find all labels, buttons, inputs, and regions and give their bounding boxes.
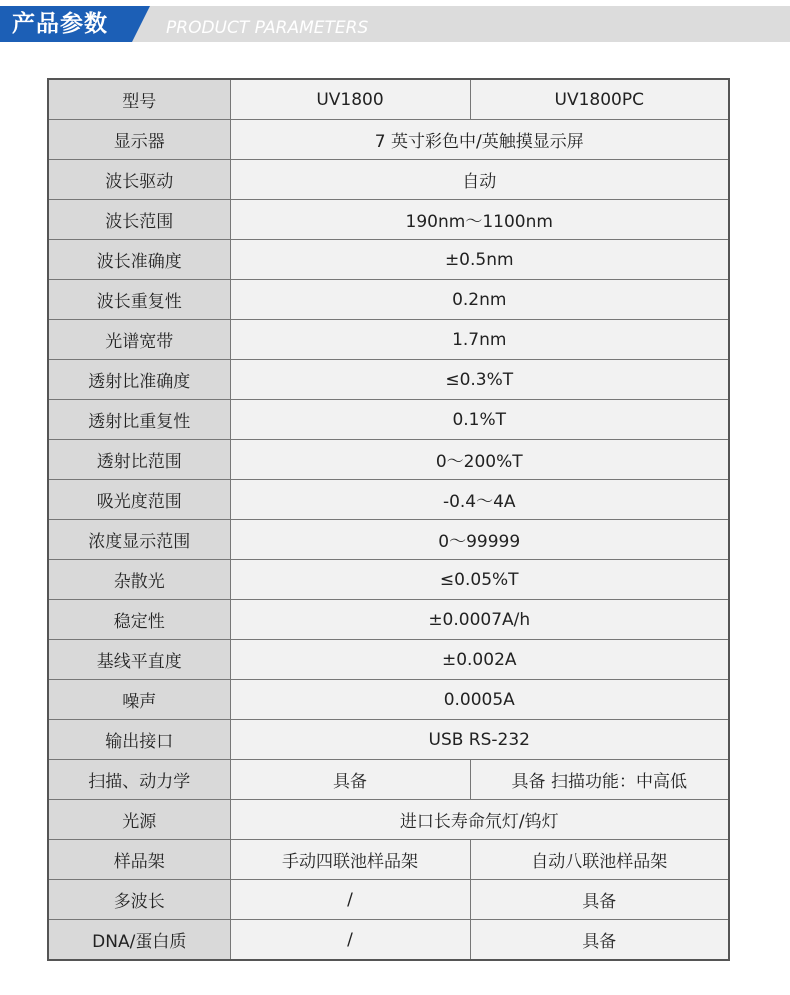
parameter-label: 基线平直度 bbox=[48, 640, 230, 680]
parameter-label: 浓度显示范围 bbox=[48, 520, 230, 560]
parameter-value: 手动四联池样品架 bbox=[230, 840, 470, 880]
parameters-table-body bbox=[48, 79, 729, 960]
table-row bbox=[48, 360, 729, 400]
parameter-label: 波长重复性 bbox=[48, 280, 230, 320]
parameter-value: 自动 bbox=[230, 160, 729, 200]
parameter-value: / bbox=[230, 920, 470, 961]
table-row bbox=[48, 320, 729, 360]
parameter-label: 光源 bbox=[48, 800, 230, 840]
parameter-value: -0.4～4A bbox=[230, 480, 729, 520]
parameter-value: 具备 bbox=[470, 880, 729, 920]
parameter-value: 进口长寿命氘灯/钨灯 bbox=[230, 800, 729, 840]
page-title: 产品参数 bbox=[12, 11, 108, 37]
table-row bbox=[48, 600, 729, 640]
parameter-label: 透射比范围 bbox=[48, 440, 230, 480]
table-row bbox=[48, 800, 729, 840]
parameter-label: 输出接口 bbox=[48, 720, 230, 760]
parameter-label: 光谱宽带 bbox=[48, 320, 230, 360]
parameter-label: 显示器 bbox=[48, 120, 230, 160]
parameter-value: 具备 扫描功能：中高低 bbox=[470, 760, 729, 800]
parameter-value: ±0.002A bbox=[230, 640, 729, 680]
parameter-label: 波长驱动 bbox=[48, 160, 230, 200]
page-subtitle: PRODUCT PARAMETERS bbox=[166, 18, 369, 38]
parameter-value: ≤0.3%T bbox=[230, 360, 729, 400]
table-row bbox=[48, 200, 729, 240]
table-row bbox=[48, 400, 729, 440]
parameter-value: 190nm～1100nm bbox=[230, 200, 729, 240]
parameter-value: 具备 bbox=[470, 920, 729, 961]
parameter-label: 杂散光 bbox=[48, 560, 230, 600]
parameter-label: 稳定性 bbox=[48, 600, 230, 640]
parameter-value: 0.1%T bbox=[230, 400, 729, 440]
table-row bbox=[48, 560, 729, 600]
table-row bbox=[48, 880, 729, 920]
parameter-label: 波长范围 bbox=[48, 200, 230, 240]
table-row bbox=[48, 840, 729, 880]
parameter-label: 型号 bbox=[48, 79, 230, 120]
parameter-label: 噪声 bbox=[48, 680, 230, 720]
parameters-table bbox=[47, 78, 730, 961]
table-row bbox=[48, 680, 729, 720]
table-row bbox=[48, 440, 729, 480]
parameter-value: 0～200%T bbox=[230, 440, 729, 480]
parameter-label: DNA/蛋白质 bbox=[48, 920, 230, 961]
parameter-value: 0.0005A bbox=[230, 680, 729, 720]
parameter-value: 0.2nm bbox=[230, 280, 729, 320]
parameter-label: 样品架 bbox=[48, 840, 230, 880]
parameter-value: / bbox=[230, 880, 470, 920]
parameter-value: UV1800 bbox=[230, 79, 470, 120]
parameter-value: 7 英寸彩色中/英触摸显示屏 bbox=[230, 120, 729, 160]
parameter-label: 透射比重复性 bbox=[48, 400, 230, 440]
parameter-value: 自动八联池样品架 bbox=[470, 840, 729, 880]
table-row bbox=[48, 480, 729, 520]
table-row bbox=[48, 280, 729, 320]
parameter-value: ±0.5nm bbox=[230, 240, 729, 280]
parameter-value: UV1800PC bbox=[470, 79, 729, 120]
parameter-label: 多波长 bbox=[48, 880, 230, 920]
table-row bbox=[48, 520, 729, 560]
table-row bbox=[48, 720, 729, 760]
table-row bbox=[48, 640, 729, 680]
table-row bbox=[48, 920, 729, 961]
parameter-label: 透射比准确度 bbox=[48, 360, 230, 400]
parameter-label: 波长准确度 bbox=[48, 240, 230, 280]
parameter-label: 吸光度范围 bbox=[48, 480, 230, 520]
parameter-value: ≤0.05%T bbox=[230, 560, 729, 600]
table-row bbox=[48, 120, 729, 160]
parameter-value: 0～99999 bbox=[230, 520, 729, 560]
parameter-value: USB RS-232 bbox=[230, 720, 729, 760]
parameter-value: 1.7nm bbox=[230, 320, 729, 360]
parameter-value: 具备 bbox=[230, 760, 470, 800]
table-row bbox=[48, 160, 729, 200]
table-row bbox=[48, 240, 729, 280]
parameter-label: 扫描、动力学 bbox=[48, 760, 230, 800]
parameter-value: ±0.0007A/h bbox=[230, 600, 729, 640]
table-row bbox=[48, 760, 729, 800]
table-row bbox=[48, 79, 729, 120]
